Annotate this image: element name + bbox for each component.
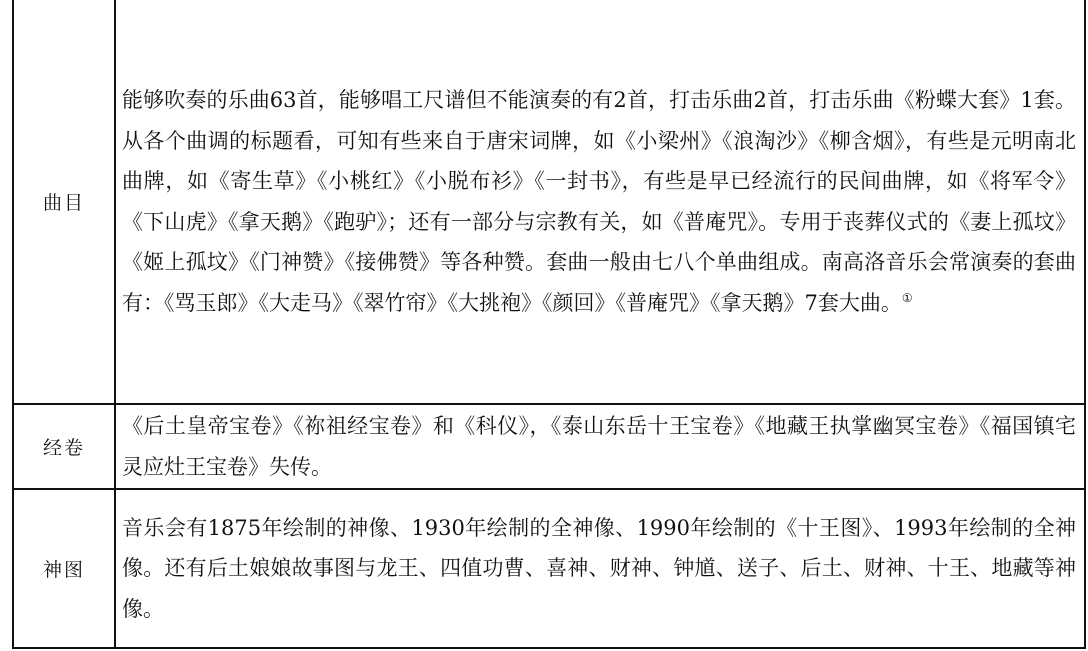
- info-table: [12, 0, 1086, 649]
- row-text-qumu: 能够吹奏的乐曲63首，能够唱工尺谱但不能演奏的有2首，打击乐曲2首，打击乐曲《粉蝶大套》1套。从各个曲调的标题看，可知有些来自于唐宋词牌，如《小梁州》《浪淘沙》《柳含烟》，有些是元明南北曲牌，如《寄生草》《小桃红》《小脱布衫》《一封书》，有些是早已经流行的民间曲牌，如《将军令》《下山虎》《拿天鹅》《跑驴》；还有一部分与宗教有关，如《普庵咒》。专用于丧葬仪式的《妻上孤坟》《姬上孤坟》《门神赞》《接佛赞》等各种赞。套曲一般由七八个单曲组成。南高洛音乐会常演奏的套曲有：《骂玉郎》《大走马》《翠竹帘》《大挑袍》《颜回》《普庵咒》《拿天鹅》7套大曲。: [122, 88, 1076, 315]
- row-label-qumu: 曲目: [13, 0, 115, 404]
- row-content-qumu: [115, 0, 1085, 404]
- row-label-jingjuan: 经卷: [13, 404, 115, 489]
- row-content-shentu: 音乐会有1875年绘制的神像、1930年绘制的全神像、1990年绘制的《十王图》、1993年绘制的全神像。还有后土娘娘故事图与龙王、四值功曹、喜神、财神、钟馗、送子、后土、财神、十王、地藏等神像。: [115, 489, 1085, 648]
- row-content-jingjuan: 《后土皇帝宝卷》《祢祖经宝卷》和《科仪》，《泰山东岳十王宝卷》《地藏王执掌幽冥宝卷》《福国镇宅灵应灶王宝卷》失传。: [115, 404, 1085, 489]
- table-row-qumu: [13, 0, 1085, 404]
- row-label-shentu: 神图: [13, 489, 115, 648]
- table-row-jingjuan: [13, 404, 1085, 489]
- footnote-marker: ①: [901, 290, 913, 305]
- table-row-shentu: [13, 489, 1085, 648]
